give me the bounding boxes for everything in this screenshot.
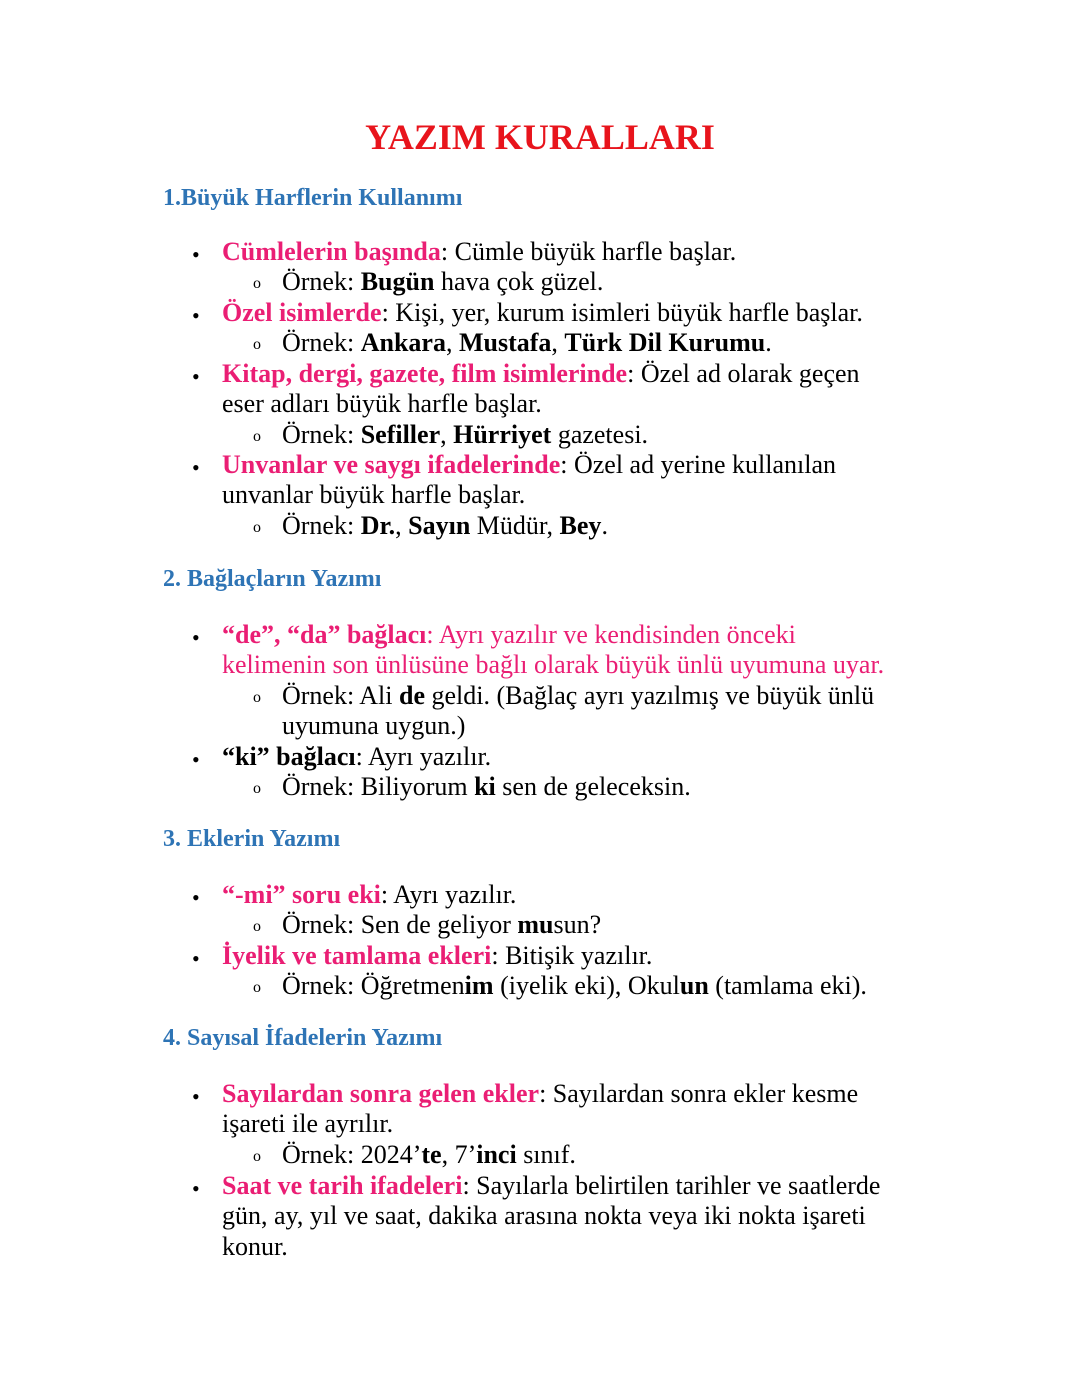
list-item: “de”, “da” bağlacı: Ayrı yazılır ve kendisinden önceki bbox=[222, 620, 796, 649]
bullet-dot-icon: • bbox=[192, 625, 200, 650]
list-item-continuation: gün, ay, yıl ve saat, dakika arasına nokta veya iki nokta işareti bbox=[222, 1201, 866, 1230]
bullet-dot-icon: • bbox=[192, 1176, 200, 1201]
bullet-dot-icon: • bbox=[192, 364, 200, 389]
example-line: Örnek: Dr., Sayın Müdür, Bey. bbox=[282, 511, 608, 540]
example-line: Örnek: Öğretmenim (iyelik eki), Okulun (tamlama eki). bbox=[282, 971, 867, 1000]
bullet-dot-icon: • bbox=[192, 242, 200, 267]
example-line: Örnek: 2024’te, 7’inci sınıf. bbox=[282, 1140, 576, 1169]
bullet-circle-icon: o bbox=[253, 519, 261, 536]
bullet-circle-icon: o bbox=[253, 275, 261, 292]
section-heading-baglaclar: 2. Bağlaçların Yazımı bbox=[163, 566, 382, 592]
bullet-dot-icon: • bbox=[192, 747, 200, 772]
list-item-continuation: konur. bbox=[222, 1232, 288, 1261]
list-item-continuation: kelimenin son ünlüsüne bağlı olarak büyük ünlü uyumuna uyar. bbox=[222, 650, 885, 679]
bullet-dot-icon: • bbox=[192, 303, 200, 328]
list-item: İyelik ve tamlama ekleri: Bitişik yazılır. bbox=[222, 941, 653, 970]
bullet-circle-icon: o bbox=[253, 689, 261, 706]
section-heading-sayisal: 4. Sayısal İfadelerin Yazımı bbox=[163, 1025, 443, 1051]
bullet-circle-icon: o bbox=[253, 336, 261, 353]
example-line: Örnek: Ankara, Mustafa, Türk Dil Kurumu. bbox=[282, 328, 772, 357]
list-item-continuation: unvanlar büyük harfle başlar. bbox=[222, 480, 526, 509]
bullet-circle-icon: o bbox=[253, 780, 261, 797]
list-item: “ki” bağlacı: Ayrı yazılır. bbox=[222, 742, 492, 771]
bullet-circle-icon: o bbox=[253, 979, 261, 996]
list-item: Kitap, dergi, gazete, film isimlerinde: Özel ad olarak geçen bbox=[222, 359, 860, 388]
list-item: Sayılardan sonra gelen ekler: Sayılardan sonra ekler kesme bbox=[222, 1079, 859, 1108]
example-line: Örnek: Biliyorum ki sen de geleceksin. bbox=[282, 772, 691, 801]
example-line: Örnek: Sefiller, Hürriyet gazetesi. bbox=[282, 420, 649, 449]
bullet-circle-icon: o bbox=[253, 1148, 261, 1165]
bullet-circle-icon: o bbox=[253, 428, 261, 445]
list-item: Unvanlar ve saygı ifadelerinde: Özel ad yerine kullanılan bbox=[222, 450, 837, 479]
section-heading-buyuk-harf: 1.Büyük Harflerin Kullanımı bbox=[163, 185, 463, 211]
bullet-dot-icon: • bbox=[192, 885, 200, 910]
list-item: “-mi” soru eki: Ayrı yazılır. bbox=[222, 880, 517, 909]
list-item-continuation: eser adları büyük harfle başlar. bbox=[222, 389, 542, 418]
list-item: Özel isimlerde: Kişi, yer, kurum isimleri büyük harfle başlar. bbox=[222, 298, 863, 327]
bullet-dot-icon: • bbox=[192, 455, 200, 480]
example-line: Örnek: Sen de geliyor musun? bbox=[282, 910, 602, 939]
list-item-continuation: işareti ile ayrılır. bbox=[222, 1109, 394, 1138]
list-item: Cümlelerin başında: Cümle büyük harfle başlar. bbox=[222, 237, 737, 266]
example-line: Örnek: Ali de geldi. (Bağlaç ayrı yazılmış ve büyük ünlü bbox=[282, 681, 875, 710]
bullet-dot-icon: • bbox=[192, 1084, 200, 1109]
example-line-continuation: uyumuna uygun.) bbox=[282, 711, 466, 740]
page-title: YAZIM KURALLARI bbox=[365, 117, 715, 157]
list-item: Saat ve tarih ifadeleri: Sayılarla belirtilen tarihler ve saatlerde bbox=[222, 1171, 881, 1200]
bullet-dot-icon: • bbox=[192, 946, 200, 971]
example-line: Örnek: Bugün hava çok güzel. bbox=[282, 267, 604, 296]
bullet-circle-icon: o bbox=[253, 918, 261, 935]
section-heading-ekler: 3. Eklerin Yazımı bbox=[163, 826, 341, 852]
